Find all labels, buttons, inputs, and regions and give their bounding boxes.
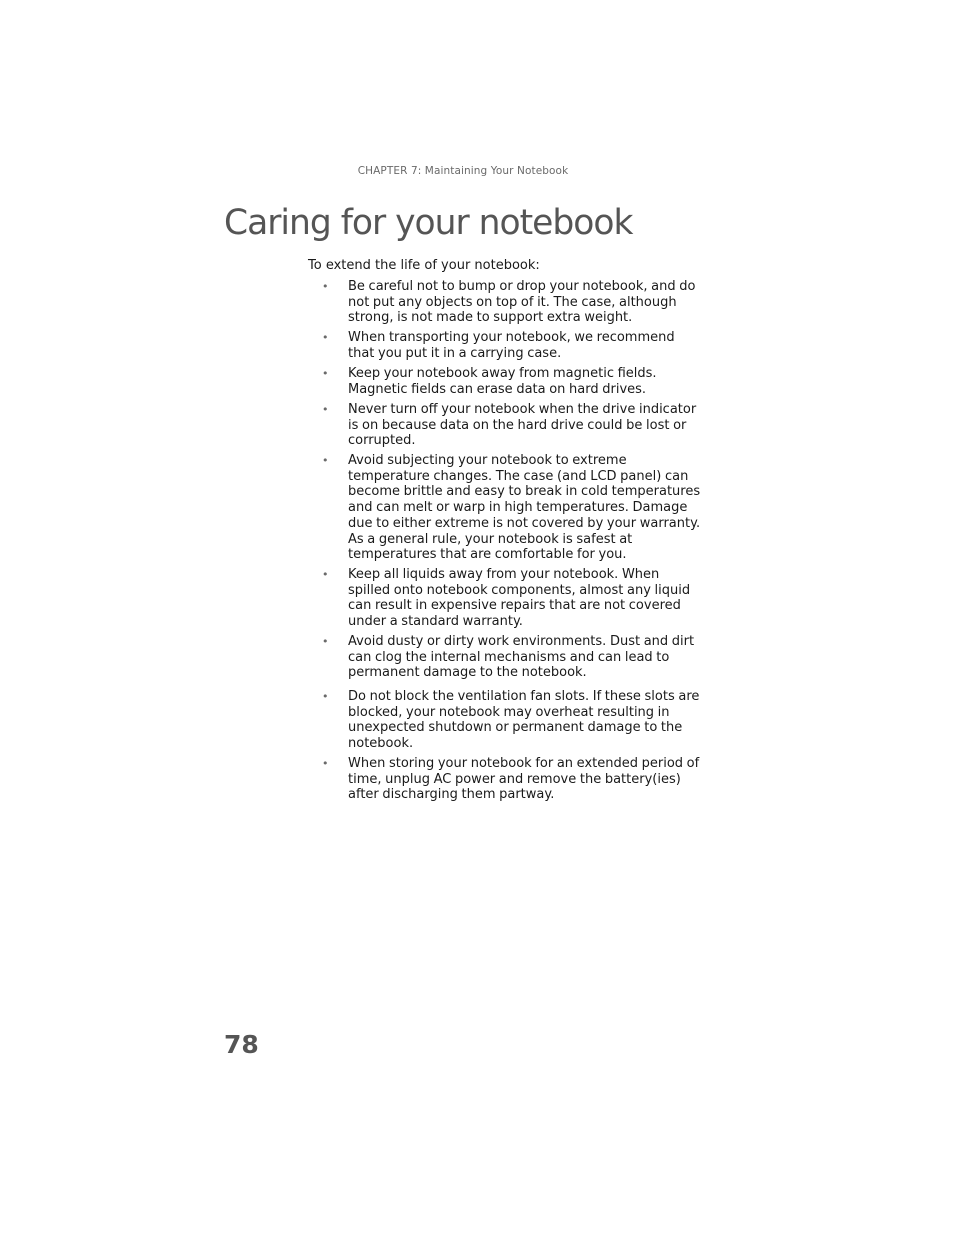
running-header: CHAPTER 7: Maintaining Your Notebook xyxy=(357,165,569,177)
bullet-icon: • xyxy=(322,403,329,416)
bullet-text: Be careful not to bump or drop your notebook, and do not put any objects on top of it. The case, although strong, is not made to support extra weight. xyxy=(348,279,696,326)
bullet-text: Do not block the ventilation fan slots. If these slots are blocked, your notebook may overheat resulting in unexpected shutdown or permanent damage to the notebook. xyxy=(348,689,700,752)
bullet-icon: • xyxy=(322,635,329,648)
intro-text: To extend the life of your notebook: xyxy=(308,258,540,273)
page-number: 78 xyxy=(224,1030,259,1059)
bullet-text: Keep your notebook away from magnetic fields. Magnetic fields can erase data on hard drives. xyxy=(348,366,657,397)
bullet-icon: • xyxy=(322,454,329,467)
page-title: Caring for your notebook xyxy=(224,203,633,243)
bullet-text: Keep all liquids away from your notebook. When spilled onto notebook components, almost any liquid can result in expensive repairs that are not covered under a standard warranty. xyxy=(348,567,691,630)
bullet-icon: • xyxy=(322,757,329,770)
bullet-text: When transporting your notebook, we recommend that you put it in a carrying case. xyxy=(348,330,675,361)
bullet-icon: • xyxy=(322,568,329,581)
bullet-icon: • xyxy=(322,690,329,703)
bullet-icon: • xyxy=(322,331,329,344)
bullet-text: Avoid subjecting your notebook to extreme temperature changes. The case (and LCD panel) can become brittle and easy to break in cold temperatures and can melt or warp in high temperatures. Damage due to either extreme is not covered by your warranty. As a general rule, your notebook is safest at temperatures that are comfortable for you. xyxy=(348,453,701,563)
bullet-icon: • xyxy=(322,280,329,293)
bullet-text: Never turn off your notebook when the drive indicator is on because data on the hard drive could be lost or corrupted. xyxy=(348,402,697,449)
bullet-text: Avoid dusty or dirty work environments. Dust and dirt can clog the internal mechanisms and can lead to permanent damage to the notebook. xyxy=(348,634,695,681)
bullet-text: When storing your notebook for an extended period of time, unplug AC power and remove the battery(ies) after discharging them partway. xyxy=(348,756,700,803)
bullet-icon: • xyxy=(322,367,329,380)
